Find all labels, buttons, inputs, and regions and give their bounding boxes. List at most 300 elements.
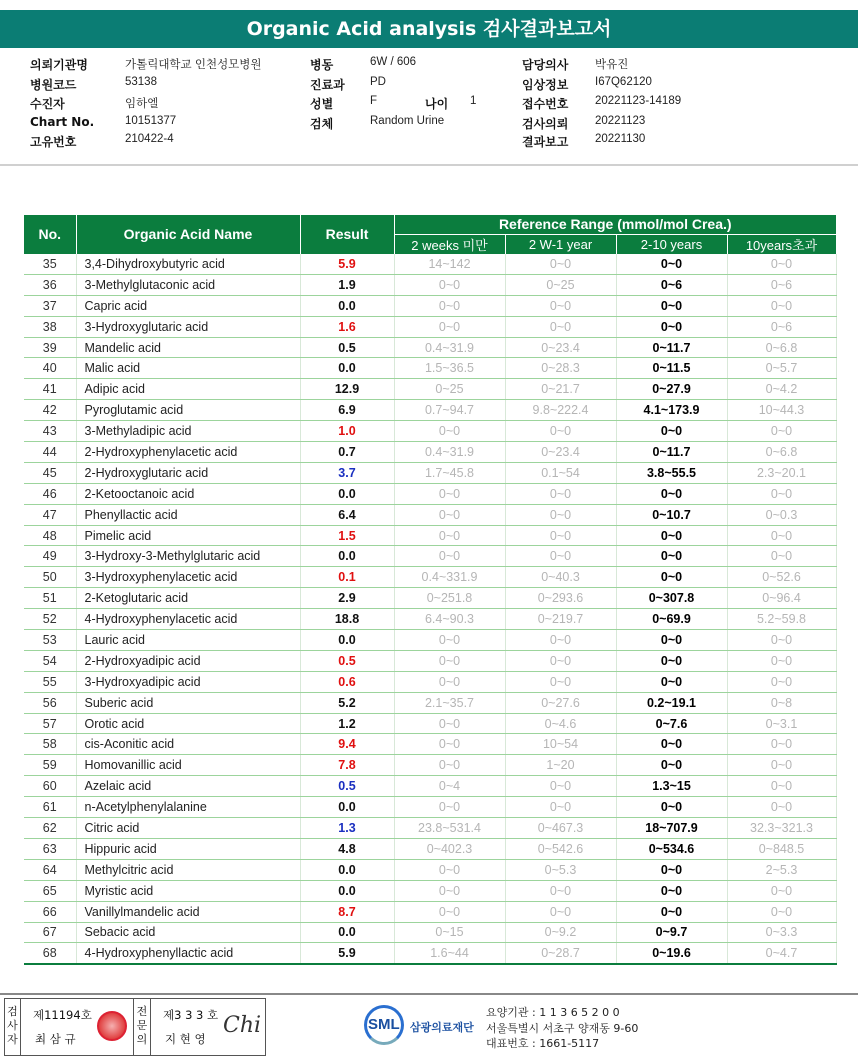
acid-name: 3,4-Dihydroxybutyric acid xyxy=(76,254,300,275)
ref-over-10y: 0~0 xyxy=(727,421,836,442)
signature: Chi xyxy=(223,1013,262,1038)
ref-2-10y: 0~27.9 xyxy=(616,379,727,400)
result-value: 12.9 xyxy=(300,379,394,400)
row-number: 63 xyxy=(24,838,76,859)
table-row xyxy=(24,254,836,275)
acid-name: 2-Hydroxyglutaric acid xyxy=(76,462,300,483)
table-row xyxy=(24,546,836,567)
ref-over-10y: 0~0 xyxy=(727,650,836,671)
table-row xyxy=(24,838,836,859)
result-value: 4.8 xyxy=(300,838,394,859)
specialist-name: 지 현 영 xyxy=(165,1032,206,1046)
ref-2-10y: 0.2~19.1 xyxy=(616,692,727,713)
acid-name: 3-Methylglutaconic acid xyxy=(76,274,300,295)
ref-over-10y: 0~0 xyxy=(727,525,836,546)
ref-over-10y: 0~0 xyxy=(727,483,836,504)
ref-2w-1y: 0~0 xyxy=(505,880,616,901)
acid-name: Malic acid xyxy=(76,358,300,379)
ref-over-10y: 0~0 xyxy=(727,630,836,651)
acid-name: Citric acid xyxy=(76,818,300,839)
specialist-col-label: 전 문 의 xyxy=(133,999,151,1055)
table-row xyxy=(24,671,836,692)
tester-name: 최 삼 규 xyxy=(35,1032,76,1046)
acid-name: 4-Hydroxyphenylacetic acid xyxy=(76,609,300,630)
result-value: 0.5 xyxy=(300,337,394,358)
ref-over-10y: 0~0 xyxy=(727,880,836,901)
ref-over-10y: 2~5.3 xyxy=(727,859,836,880)
ref-over-10y: 2.3~20.1 xyxy=(727,462,836,483)
result-value: 9.4 xyxy=(300,734,394,755)
ref-over-10y: 10~44.3 xyxy=(727,400,836,421)
ref-2w-1y: 0~0 xyxy=(505,504,616,525)
ref-over-10y: 0~0 xyxy=(727,295,836,316)
ref-2-10y: 0~10.7 xyxy=(616,504,727,525)
row-number: 50 xyxy=(24,567,76,588)
ref-over-10y: 0~4.2 xyxy=(727,379,836,400)
row-number: 46 xyxy=(24,483,76,504)
receipt-value: 20221123-14189 xyxy=(595,95,682,107)
ref-2w-1y: 10~54 xyxy=(505,734,616,755)
table-row xyxy=(24,630,836,651)
ref-2-10y: 0~0 xyxy=(616,755,727,776)
ref-2w-1y: 0~0 xyxy=(505,797,616,818)
ref-2w-1y: 0~0 xyxy=(505,650,616,671)
acid-name: Pimelic acid xyxy=(76,525,300,546)
ref-over-10y: 0~0 xyxy=(727,734,836,755)
result-value: 1.9 xyxy=(300,274,394,295)
ref-2-10y: 4.1~173.9 xyxy=(616,400,727,421)
ref-under-2-weeks: 0~0 xyxy=(394,880,505,901)
ref-under-2-weeks: 0~0 xyxy=(394,546,505,567)
result-value: 0.0 xyxy=(300,859,394,880)
header-no: No. xyxy=(24,215,76,254)
sex-label: 성별 xyxy=(310,97,334,111)
acid-name: 3-Hydroxyglutaric acid xyxy=(76,316,300,337)
acid-name: Capric acid xyxy=(76,295,300,316)
table-row xyxy=(24,650,836,671)
ref-2-10y: 3.8~55.5 xyxy=(616,462,727,483)
result-value: 0.0 xyxy=(300,546,394,567)
table-row xyxy=(24,776,836,797)
ref-over-10y: 32.3~321.3 xyxy=(727,818,836,839)
seal-stamp-icon xyxy=(97,1011,127,1041)
row-number: 45 xyxy=(24,462,76,483)
ref-2w-1y: 0~23.4 xyxy=(505,337,616,358)
ref-2-10y: 0~0 xyxy=(616,316,727,337)
ref-2-10y: 0~69.9 xyxy=(616,609,727,630)
ref-2w-1y: 0~0 xyxy=(505,483,616,504)
tester-license: 제11194호 xyxy=(33,1008,92,1022)
ref-under-2-weeks: 0~0 xyxy=(394,671,505,692)
table-row xyxy=(24,274,836,295)
row-number: 68 xyxy=(24,943,76,964)
ref-2-10y: 0~11.5 xyxy=(616,358,727,379)
ref-over-10y: 0~6 xyxy=(727,316,836,337)
ref-2-10y: 0~0 xyxy=(616,254,727,275)
row-number: 35 xyxy=(24,254,76,275)
result-value: 0.0 xyxy=(300,922,394,943)
row-number: 42 xyxy=(24,400,76,421)
ref-2w-1y: 0~28.7 xyxy=(505,943,616,964)
specimen-value: Random Urine xyxy=(370,115,445,127)
table-row xyxy=(24,504,836,525)
table-row xyxy=(24,525,836,546)
result-value: 0.0 xyxy=(300,295,394,316)
row-number: 60 xyxy=(24,776,76,797)
acid-name: 3-Hydroxyadipic acid xyxy=(76,671,300,692)
table-row xyxy=(24,943,836,964)
ref-under-2-weeks: 0~0 xyxy=(394,650,505,671)
row-number: 64 xyxy=(24,859,76,880)
acid-name: Adipic acid xyxy=(76,379,300,400)
result-value: 1.3 xyxy=(300,818,394,839)
sex-value: F xyxy=(370,95,378,107)
ref-over-10y: 0~96.4 xyxy=(727,588,836,609)
acid-name: Mandelic acid xyxy=(76,337,300,358)
footer-divider xyxy=(0,993,858,995)
result-value: 1.2 xyxy=(300,713,394,734)
ref-under-2-weeks: 0~4 xyxy=(394,776,505,797)
ref-over-10y: 0~0 xyxy=(727,546,836,567)
ref-2w-1y: 0~0 xyxy=(505,295,616,316)
ref-2w-1y: 0~9.2 xyxy=(505,922,616,943)
ref-2-10y: 0~11.7 xyxy=(616,442,727,463)
ref-2-10y: 0~0 xyxy=(616,630,727,651)
result-value: 2.9 xyxy=(300,588,394,609)
ref-2-10y: 0~0 xyxy=(616,901,727,922)
acid-name: Orotic acid xyxy=(76,713,300,734)
table-row xyxy=(24,400,836,421)
ref-under-2-weeks: 6.4~90.3 xyxy=(394,609,505,630)
header-reference-range: Reference Range (mmol/mol Crea.) xyxy=(394,215,836,234)
acid-name: Myristic acid xyxy=(76,880,300,901)
acid-name: Azelaic acid xyxy=(76,776,300,797)
ref-over-10y: 0~4.7 xyxy=(727,943,836,964)
hospital-code-label: 병원코드 xyxy=(30,78,77,92)
dept-label: 진료과 xyxy=(310,78,345,92)
row-number: 41 xyxy=(24,379,76,400)
ref-under-2-weeks: 14~142 xyxy=(394,254,505,275)
result-value: 0.0 xyxy=(300,880,394,901)
ref-under-2-weeks: 0~402.3 xyxy=(394,838,505,859)
clinical-value: I67Q62120 xyxy=(595,76,652,88)
row-number: 51 xyxy=(24,588,76,609)
result-date-label: 결과보고 xyxy=(522,135,569,149)
ref-2-10y: 0~11.7 xyxy=(616,337,727,358)
ref-2-10y: 0~307.8 xyxy=(616,588,727,609)
result-value: 1.0 xyxy=(300,421,394,442)
result-value: 7.8 xyxy=(300,755,394,776)
table-row xyxy=(24,692,836,713)
ref-2w-1y: 0~21.7 xyxy=(505,379,616,400)
ref-under-2-weeks: 0~0 xyxy=(394,316,505,337)
table-row xyxy=(24,734,836,755)
result-value: 0.0 xyxy=(300,358,394,379)
table-row xyxy=(24,818,836,839)
ref-2w-1y: 0~219.7 xyxy=(505,609,616,630)
patient-label: 수진자 xyxy=(30,97,65,111)
header-ref-over-10y: 10years초과 xyxy=(727,234,836,254)
result-value: 6.9 xyxy=(300,400,394,421)
ref-2-10y: 0~6 xyxy=(616,274,727,295)
ref-over-10y: 0~52.6 xyxy=(727,567,836,588)
ref-over-10y: 0~0 xyxy=(727,797,836,818)
result-date-value: 20221130 xyxy=(595,133,646,145)
receipt-label: 접수번호 xyxy=(522,97,569,111)
result-value: 5.2 xyxy=(300,692,394,713)
table-row xyxy=(24,567,836,588)
ward-value: 6W / 606 xyxy=(370,56,417,68)
ref-under-2-weeks: 0~0 xyxy=(394,713,505,734)
row-number: 65 xyxy=(24,880,76,901)
age-value: 1 xyxy=(470,95,477,107)
ref-over-10y: 5.2~59.8 xyxy=(727,609,836,630)
ref-2-10y: 0~0 xyxy=(616,650,727,671)
result-value: 6.4 xyxy=(300,504,394,525)
ref-over-10y: 0~5.7 xyxy=(727,358,836,379)
acid-name: 2-Hydroxyadipic acid xyxy=(76,650,300,671)
chart-value: 10151377 xyxy=(125,115,177,127)
ref-under-2-weeks: 0~25 xyxy=(394,379,505,400)
acid-name: 4-Hydroxyphenyllactic acid xyxy=(76,943,300,964)
ref-under-2-weeks: 0.4~331.9 xyxy=(394,567,505,588)
ref-2w-1y: 0~0 xyxy=(505,776,616,797)
result-value: 0.5 xyxy=(300,650,394,671)
ref-under-2-weeks: 0.7~94.7 xyxy=(394,400,505,421)
table-row xyxy=(24,442,836,463)
ref-over-10y: 0~0 xyxy=(727,901,836,922)
ref-over-10y: 0~3.3 xyxy=(727,922,836,943)
table-row xyxy=(24,901,836,922)
row-number: 37 xyxy=(24,295,76,316)
ref-2-10y: 0~0 xyxy=(616,734,727,755)
row-number: 66 xyxy=(24,901,76,922)
ref-2-10y: 0~0 xyxy=(616,671,727,692)
acid-name: Suberic acid xyxy=(76,692,300,713)
table-row xyxy=(24,358,836,379)
ref-under-2-weeks: 2.1~35.7 xyxy=(394,692,505,713)
ref-2-10y: 18~707.9 xyxy=(616,818,727,839)
ref-2w-1y: 9.8~222.4 xyxy=(505,400,616,421)
ref-2w-1y: 0~4.6 xyxy=(505,713,616,734)
row-number: 47 xyxy=(24,504,76,525)
table-row xyxy=(24,880,836,901)
ref-under-2-weeks: 0~0 xyxy=(394,630,505,651)
result-value: 5.9 xyxy=(300,254,394,275)
patient-value: 임하엘 xyxy=(125,98,159,110)
ref-2-10y: 0~7.6 xyxy=(616,713,727,734)
table-row xyxy=(24,859,836,880)
ref-2-10y: 0~9.7 xyxy=(616,922,727,943)
ref-2w-1y: 0~28.3 xyxy=(505,358,616,379)
row-number: 39 xyxy=(24,337,76,358)
ref-under-2-weeks: 0~251.8 xyxy=(394,588,505,609)
row-number: 59 xyxy=(24,755,76,776)
ref-2-10y: 0~0 xyxy=(616,525,727,546)
result-value: 3.7 xyxy=(300,462,394,483)
acid-name: 2-Ketoglutaric acid xyxy=(76,588,300,609)
doctor-label: 담당의사 xyxy=(522,58,569,72)
row-number: 67 xyxy=(24,922,76,943)
ref-2-10y: 0~19.6 xyxy=(616,943,727,964)
clinical-label: 임상정보 xyxy=(522,78,569,92)
doctor-value: 박유진 xyxy=(595,59,629,71)
ref-over-10y: 0~8 xyxy=(727,692,836,713)
result-value: 1.5 xyxy=(300,525,394,546)
result-value: 8.7 xyxy=(300,901,394,922)
ref-under-2-weeks: 0~0 xyxy=(394,295,505,316)
table-row xyxy=(24,379,836,400)
ref-2w-1y: 0~5.3 xyxy=(505,859,616,880)
table-row xyxy=(24,922,836,943)
ref-2-10y: 0~0 xyxy=(616,421,727,442)
row-number: 44 xyxy=(24,442,76,463)
ref-2-10y: 0~0 xyxy=(616,546,727,567)
age-label: 나이 xyxy=(425,97,449,111)
ref-2-10y: 0~0 xyxy=(616,880,727,901)
unique-label: 고유번호 xyxy=(30,135,77,149)
ref-over-10y: 0~0 xyxy=(727,671,836,692)
acid-name: Methylcitric acid xyxy=(76,859,300,880)
ref-over-10y: 0~848.5 xyxy=(727,838,836,859)
ref-2w-1y: 0~0 xyxy=(505,421,616,442)
acid-name: 3-Hydroxy-3-Methylglutaric acid xyxy=(76,546,300,567)
ref-under-2-weeks: 23.8~531.4 xyxy=(394,818,505,839)
table-row xyxy=(24,609,836,630)
ref-2w-1y: 0~542.6 xyxy=(505,838,616,859)
row-number: 61 xyxy=(24,797,76,818)
ref-under-2-weeks: 0.4~31.9 xyxy=(394,442,505,463)
result-value: 5.9 xyxy=(300,943,394,964)
ref-2-10y: 0~0 xyxy=(616,859,727,880)
ref-2w-1y: 0~27.6 xyxy=(505,692,616,713)
row-number: 38 xyxy=(24,316,76,337)
ref-2w-1y: 0~25 xyxy=(505,274,616,295)
acid-name: Lauric acid xyxy=(76,630,300,651)
specimen-label: 검체 xyxy=(310,117,334,131)
dept-value: PD xyxy=(370,76,386,88)
row-number: 58 xyxy=(24,734,76,755)
report-title: Organic Acid analysis 검사결과보고서 xyxy=(0,10,858,48)
divider xyxy=(0,164,858,166)
ref-2-10y: 1.3~15 xyxy=(616,776,727,797)
result-value: 18.8 xyxy=(300,609,394,630)
ref-2w-1y: 0~293.6 xyxy=(505,588,616,609)
acid-name: 3-Methyladipic acid xyxy=(76,421,300,442)
result-value: 0.5 xyxy=(300,776,394,797)
row-number: 53 xyxy=(24,630,76,651)
ref-2w-1y: 0~0 xyxy=(505,901,616,922)
ref-under-2-weeks: 1.7~45.8 xyxy=(394,462,505,483)
acid-name: Sebacic acid xyxy=(76,922,300,943)
row-number: 40 xyxy=(24,358,76,379)
ref-2w-1y: 1~20 xyxy=(505,755,616,776)
row-number: 56 xyxy=(24,692,76,713)
ref-2w-1y: 0~0 xyxy=(505,630,616,651)
ref-2w-1y: 0~0 xyxy=(505,254,616,275)
row-number: 49 xyxy=(24,546,76,567)
ref-2w-1y: 0~0 xyxy=(505,546,616,567)
hospital-code-value: 53138 xyxy=(125,76,157,88)
row-number: 62 xyxy=(24,818,76,839)
row-number: 48 xyxy=(24,525,76,546)
ref-under-2-weeks: 0~0 xyxy=(394,483,505,504)
ward-label: 병동 xyxy=(310,58,334,72)
unique-value: 210422-4 xyxy=(125,133,174,145)
result-value: 0.6 xyxy=(300,671,394,692)
ref-2-10y: 0~0 xyxy=(616,797,727,818)
contact-line-1: 요양기관 : 1 1 3 6 5 2 0 0 xyxy=(486,1006,620,1019)
institution-value: 가톨릭대학교 인천성모병원 xyxy=(125,59,262,71)
ref-2w-1y: 0.1~54 xyxy=(505,462,616,483)
acid-name: Homovanillic acid xyxy=(76,755,300,776)
result-value: 0.1 xyxy=(300,567,394,588)
table-row xyxy=(24,295,836,316)
row-number: 57 xyxy=(24,713,76,734)
ref-2w-1y: 0~0 xyxy=(505,671,616,692)
result-value: 1.6 xyxy=(300,316,394,337)
results-table xyxy=(24,215,837,965)
header-ref-2-10y: 2-10 years xyxy=(616,234,727,254)
chart-label: Chart No. xyxy=(30,115,95,129)
ref-over-10y: 0~0 xyxy=(727,755,836,776)
ref-over-10y: 0~0 xyxy=(727,776,836,797)
row-number: 43 xyxy=(24,421,76,442)
ref-2w-1y: 0~467.3 xyxy=(505,818,616,839)
acid-name: Phenyllactic acid xyxy=(76,504,300,525)
acid-name: n-Acetylphenylalanine xyxy=(76,797,300,818)
ref-under-2-weeks: 0~0 xyxy=(394,755,505,776)
ref-2w-1y: 0~0 xyxy=(505,316,616,337)
row-number: 55 xyxy=(24,671,76,692)
ref-under-2-weeks: 0~0 xyxy=(394,901,505,922)
ref-2w-1y: 0~0 xyxy=(505,525,616,546)
org-name: 삼광의료재단 xyxy=(410,1021,474,1034)
ref-2-10y: 0~534.6 xyxy=(616,838,727,859)
ref-under-2-weeks: 0~0 xyxy=(394,797,505,818)
institution-label: 의뢰기관명 xyxy=(30,58,88,72)
table-row xyxy=(24,462,836,483)
acid-name: 3-Hydroxyphenylacetic acid xyxy=(76,567,300,588)
header-ref-2w-1y: 2 W-1 year xyxy=(505,234,616,254)
header-result: Result xyxy=(300,215,394,254)
ref-under-2-weeks: 1.5~36.5 xyxy=(394,358,505,379)
ref-under-2-weeks: 1.6~44 xyxy=(394,943,505,964)
ref-2w-1y: 0~40.3 xyxy=(505,567,616,588)
result-value: 0.0 xyxy=(300,797,394,818)
contact-line-3: 대표번호 : 1661-5117 xyxy=(486,1037,600,1050)
request-label: 검사의뢰 xyxy=(522,117,569,131)
ref-under-2-weeks: 0~0 xyxy=(394,421,505,442)
acid-name: cis-Aconitic acid xyxy=(76,734,300,755)
ref-over-10y: 0~6.8 xyxy=(727,442,836,463)
row-number: 52 xyxy=(24,609,76,630)
ref-over-10y: 0~6 xyxy=(727,274,836,295)
ref-under-2-weeks: 0~0 xyxy=(394,274,505,295)
ref-over-10y: 0~0 xyxy=(727,254,836,275)
table-row xyxy=(24,797,836,818)
signature-box xyxy=(4,998,266,1056)
ref-over-10y: 0~0.3 xyxy=(727,504,836,525)
acid-name: Vanillylmandelic acid xyxy=(76,901,300,922)
ref-2-10y: 0~0 xyxy=(616,567,727,588)
ref-under-2-weeks: 0~15 xyxy=(394,922,505,943)
header-ref-under-2-weeks: 2 weeks 미만 xyxy=(394,234,505,254)
acid-name: Hippuric acid xyxy=(76,838,300,859)
ref-under-2-weeks: 0~0 xyxy=(394,504,505,525)
header-name: Organic Acid Name xyxy=(76,215,300,254)
ref-2w-1y: 0~23.4 xyxy=(505,442,616,463)
